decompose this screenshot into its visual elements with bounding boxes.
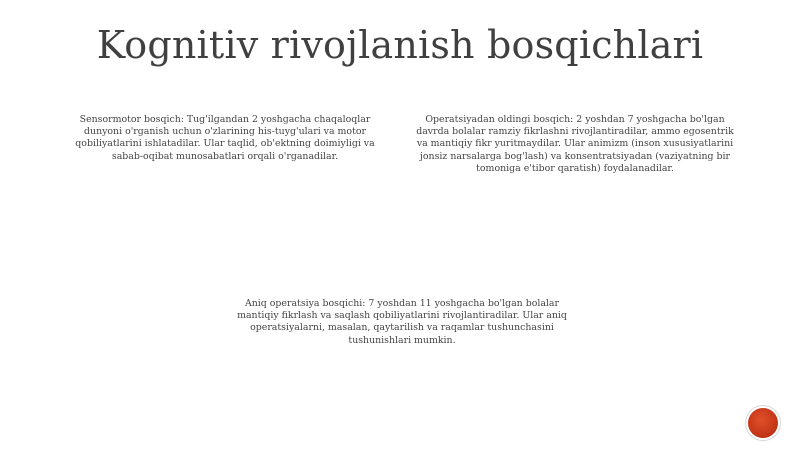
circle-button-icon[interactable] <box>748 408 778 438</box>
sensorimotor-stage-text: Sensormotor bosqich: Tug'ilgandan 2 yoshgacha chaqaloqlar dunyoni o'rganish uchun o'zlarining his-tuyg'ulari va motor qobiliyatlarini ishlatadilar. Ular taqlid, ob'ektning doimiyligi va sabab-oqibat munosabatlari orqali o'rganadilar. <box>75 114 375 162</box>
concrete-operational-stage-text: Aniq operatsiya bosqichi: 7 yoshdan 11 yoshgacha bo'lgan bolalar mantiqiy fikrlash va saqlash qobiliyatlarini rivojlantiradilar. Ular aniq operatsiyalarni, masalan, qaytarilish va raqamlar tushunchasini tushunishlari mumkin. <box>237 298 567 346</box>
preoperational-stage-text: Operatsiyadan oldingi bosqich: 2 yoshdan 7 yoshgacha bo'lgan davrda bolalar ramziy fikrlashni rivojlantiradilar, ammo egosentrik va mantiqiy fikr yuritmaydilar. Ular animizm (inson xususiyatlarini jonsiz narsalarga bog'lash) va konsentratsiyadan (vaziyatning bir tomoniga e'tibor qaratish) foydalanadilar. <box>416 114 734 174</box>
slide-title: Kognitiv rivojlanish bosqichlari <box>96 23 704 67</box>
